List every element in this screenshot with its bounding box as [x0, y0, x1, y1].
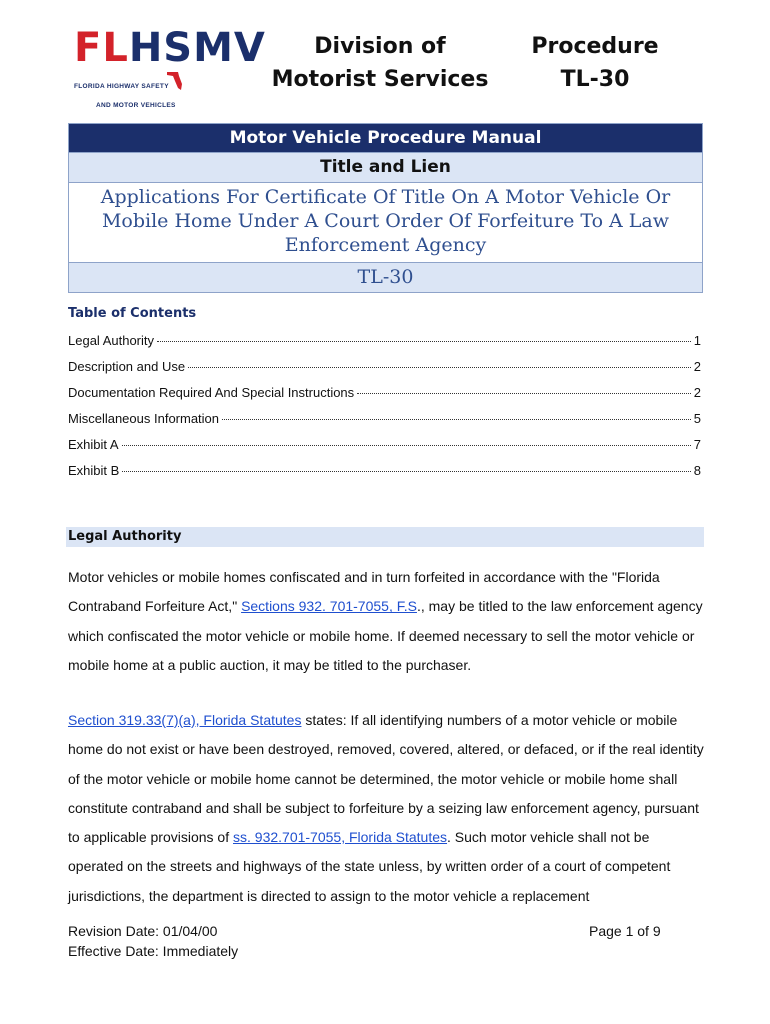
- manual-name: Motor Vehicle Procedure Manual: [69, 124, 702, 153]
- procedure-code: TL-30: [560, 67, 630, 92]
- paragraph-text: ., may be titled to the law enforcement agency which confiscated the motor vehicle or mobile home. If deemed necessary to sell the motor vehicle or mobile home at a public auction, it may be titled to the purchaser.: [68, 598, 703, 673]
- paragraph-text: states: If all identifying numbers of a motor vehicle or mobile home do not exist or have been destroyed, removed, covered, altered, or defaced, or if the real identity of the motor vehicle or mobile home cannot be determined, the motor vehicle or mobile home shall constitute contraband and shall be subject to forfeiture by a seizing law enforcement agency, pursuant to applicable provisions of: [68, 712, 704, 846]
- toc-item-documentation[interactable]: [68, 385, 701, 411]
- toc-item-label: Exhibit B: [68, 463, 120, 478]
- flhsmv-logo: [74, 25, 266, 109]
- procedure-subject: Applications For Certificate Of Title On A Motor Vehicle Or Mobile Home Under A Court Order Of Forfeiture To A Law Enforcement Agency: [69, 183, 702, 263]
- procedure-title: [520, 30, 670, 96]
- toc-item-description[interactable]: [68, 359, 701, 385]
- toc-item-page: 8: [693, 463, 701, 478]
- category-name: Title and Lien: [69, 153, 702, 183]
- section-heading-legal-authority: Legal Authority: [66, 527, 704, 547]
- procedure-line-1: Procedure: [531, 34, 659, 59]
- effective-date: Effective Date: Immediately: [68, 943, 239, 959]
- toc-leader-dots: [222, 419, 691, 420]
- statute-link-319[interactable]: Section 319.33(7)(a), Florida Statutes: [68, 712, 302, 728]
- paragraph-text: Motor vehicles or mobile homes confiscated and in turn forfeited in accordance with the "Florida Contraband Forfeiture Act,": [68, 569, 660, 615]
- logo-letters-fl: FL: [74, 25, 129, 71]
- division-line-2: Motorist Services: [271, 67, 489, 92]
- toc-item-miscellaneous[interactable]: [68, 411, 701, 437]
- statute-link-932[interactable]: Sections 932. 701-7055, F.S: [241, 598, 417, 615]
- toc-leader-dots: [122, 471, 690, 472]
- toc-item-legal-authority[interactable]: [68, 333, 701, 359]
- toc-item-label: Miscellaneous Information: [68, 411, 220, 426]
- toc-item-exhibit-a[interactable]: [68, 437, 701, 463]
- logo-tagline-right: AND MOTOR VEHICLES: [96, 102, 176, 109]
- toc-item-label: Legal Authority: [68, 333, 155, 348]
- toc-heading: Table of Contents: [68, 306, 197, 321]
- toc-item-page: 5: [693, 411, 701, 426]
- toc-item-page: 2: [693, 359, 701, 374]
- toc-item-exhibit-b[interactable]: [68, 463, 701, 489]
- footer-dates: [68, 921, 238, 961]
- logo-tagline: [74, 75, 262, 109]
- statute-link-ss-932[interactable]: ss. 932.701-7055, Florida Statutes: [233, 829, 448, 846]
- toc-leader-dots: [157, 341, 691, 342]
- logo-wordmark: [74, 26, 266, 70]
- toc-item-page: 7: [693, 437, 701, 452]
- toc-leader-dots: [357, 393, 691, 394]
- toc-item-page: 1: [693, 333, 701, 348]
- division-line-1: Division of: [314, 34, 446, 59]
- title-table: [68, 123, 703, 293]
- legal-authority-paragraph-2: [68, 706, 704, 911]
- revision-date: Revision Date: 01/04/00: [68, 923, 218, 939]
- table-of-contents: [68, 333, 701, 489]
- procedure-code-row: TL-30: [69, 263, 702, 292]
- logo-letters-hsmv: HSMV: [128, 25, 266, 71]
- toc-item-label: Documentation Required And Special Instructions: [68, 385, 355, 400]
- logo-tagline-left: FLORIDA HIGHWAY SAFETY: [74, 83, 169, 90]
- toc-item-page: 2: [693, 385, 701, 400]
- toc-item-label: Description and Use: [68, 359, 186, 374]
- page-number: Page 1 of 9: [589, 923, 661, 939]
- paragraph-text: . Such motor vehicle shall not be operated on the streets and highways of the state unless, by written order of a court of competent jurisdictions, the department is directed to assign to the motor vehicle a replacement: [68, 829, 671, 904]
- division-title: [270, 30, 490, 96]
- legal-authority-paragraph-1: [68, 563, 704, 680]
- toc-leader-dots: [188, 367, 691, 368]
- toc-item-label: Exhibit A: [68, 437, 119, 452]
- toc-leader-dots: [122, 445, 691, 446]
